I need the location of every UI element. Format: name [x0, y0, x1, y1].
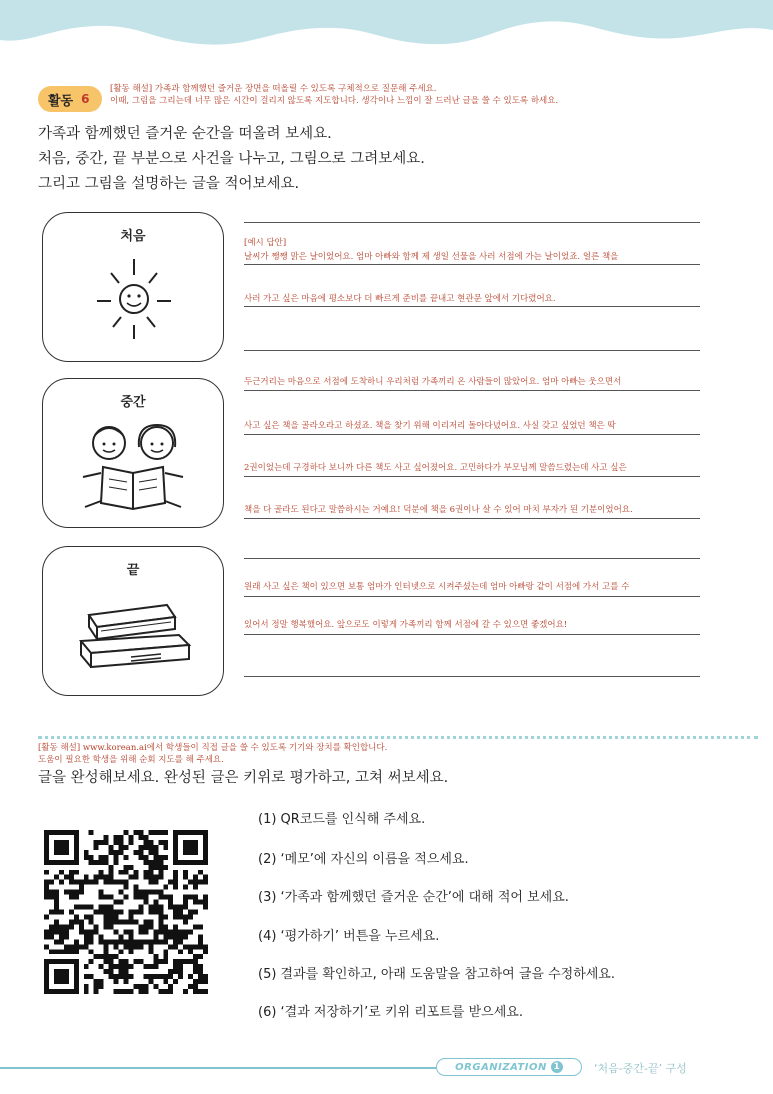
- step-item: (2) ‘메모’에 자신의 이름을 적으세요.: [258, 852, 469, 867]
- writing-line: [244, 634, 700, 635]
- writing-line: [244, 350, 700, 351]
- answer-middle-line: 두근거리는 마음으로 서점에 도착하니 우리처럼 가족끼리 온 사람들이 많았어요. 엄마 아빠는 웃으면서: [244, 377, 622, 387]
- writing-line: [244, 596, 700, 597]
- writing-line: [244, 676, 700, 677]
- top-wave-decoration: [0, 0, 773, 60]
- answer-middle-line: 책을 다 골라도 된다고 말씀하시는 거예요! 덕분에 책을 6권이나 살 수 있어 마치 부자가 된 기분이었어요.: [244, 505, 633, 515]
- card-middle: [42, 378, 224, 528]
- activity-number: 6: [81, 92, 90, 106]
- writing-line: [244, 434, 700, 435]
- activity-badge: [38, 86, 102, 112]
- instruction-line: 가족과 함께했던 즐거운 순간을 떠올려 보세요.: [38, 126, 332, 142]
- section2-note: [38, 742, 387, 766]
- activity-badge-label: 활동: [48, 93, 74, 109]
- card-middle-label: 중간: [120, 395, 146, 410]
- footer-tag-label: ORGANIZATION: [455, 1061, 547, 1073]
- footer-caption: ‘처음-중간-끝’ 구성: [594, 1062, 687, 1075]
- step-item: (5) 결과를 확인하고, 아래 도움말을 참고하여 글을 수정하세요.: [258, 967, 615, 982]
- step-item: (4) ‘평가하기’ 버튼을 누르세요.: [258, 929, 440, 944]
- card-end-label: 끝: [126, 563, 140, 578]
- step-item: (6) ‘결과 저장하기’로 키위 리포트를 받으세요.: [258, 1005, 523, 1020]
- instruction-line: 처음, 중간, 끝 부분으로 사건을 나누고, 그림으로 그려보세요.: [38, 151, 425, 167]
- section2-note-line: [활동 해설] www.korean.ai에서 학생들이 직접 글을 쓸 수 있도록 기기와 장치를 확인합니다.: [38, 743, 388, 753]
- books-icon: [71, 591, 197, 671]
- answer-start-line: 날씨가 쨍쨍 맑은 날이었어요. 엄마 아빠와 함께 제 생일 선물을 사러 서점에 가는 날이었죠. 얼른 책을: [244, 252, 619, 262]
- activity-note: [110, 83, 558, 107]
- card-end: [42, 546, 224, 696]
- writing-line: [244, 558, 700, 559]
- card-start-label: 처음: [120, 229, 146, 244]
- answer-middle-line: 2권이었는데 구경하다 보니까 다른 책도 사고 싶어졌어요. 고민하다가 부모님께 말씀드렸는데 사고 싶은: [244, 463, 627, 473]
- writing-line: [244, 390, 700, 391]
- children-reading-icon: [73, 417, 195, 517]
- section2-note-line: 도움이 필요한 학생을 위해 순회 지도를 해 주세요.: [38, 755, 224, 765]
- answer-end-line: 원래 사고 싶은 책이 있으면 보통 엄마가 인터넷으로 시켜주셨는데 엄마 아빠랑 같이 서점에 가서 고를 수: [244, 582, 630, 592]
- writing-line: [244, 306, 700, 307]
- step-item: (1) QR코드를 인식해 주세요.: [258, 812, 426, 827]
- writing-line: [244, 222, 700, 223]
- writing-line: [244, 264, 700, 265]
- answer-middle-line: 사고 싶은 책을 골라오라고 하셨죠. 책을 찾기 위해 이리저리 돌아다녔어요. 사실 갖고 싶었던 책은 딱: [244, 421, 616, 431]
- qr-code[interactable]: [44, 830, 208, 994]
- footer-line: [0, 1067, 436, 1069]
- activity-note-line: 이때, 그림을 그리는데 너무 많은 시간이 걸리지 않도록 지도합니다. 생각이나 느낌이 잘 드러난 글을 쓸 수 있도록 하세요.: [110, 96, 559, 106]
- footer-tag: [436, 1058, 582, 1076]
- example-answer-tag: [예시 답안]: [244, 238, 287, 248]
- section-divider: [38, 736, 758, 739]
- step-item: (3) ‘가족과 함께했던 즐거운 순간’에 대해 적어 보세요.: [258, 890, 569, 905]
- section2-title: 글을 완성해보세요. 완성된 글은 키위로 평가하고, 고쳐 써보세요.: [38, 770, 449, 786]
- sun-icon: [93, 253, 175, 343]
- footer-tag-number: 1: [551, 1061, 563, 1073]
- activity-note-line: [활동 해설] 가족과 함께했던 즐거운 장면을 떠올릴 수 있도록 구체적으로 질문해 주세요.: [110, 84, 437, 94]
- instruction-line: 그리고 그림을 설명하는 글을 적어보세요.: [38, 176, 300, 192]
- writing-line: [244, 476, 700, 477]
- card-start: [42, 212, 224, 362]
- answer-end-line: 있어서 정말 행복했어요. 앞으로도 이렇게 가족끼리 함께 서점에 갈 수 있으면 좋겠어요!: [244, 620, 568, 630]
- answer-start-line: 사러 가고 싶은 마음에 평소보다 더 빠르게 준비를 끝내고 현관문 앞에서 기다렸어요.: [244, 294, 556, 304]
- writing-line: [244, 518, 700, 519]
